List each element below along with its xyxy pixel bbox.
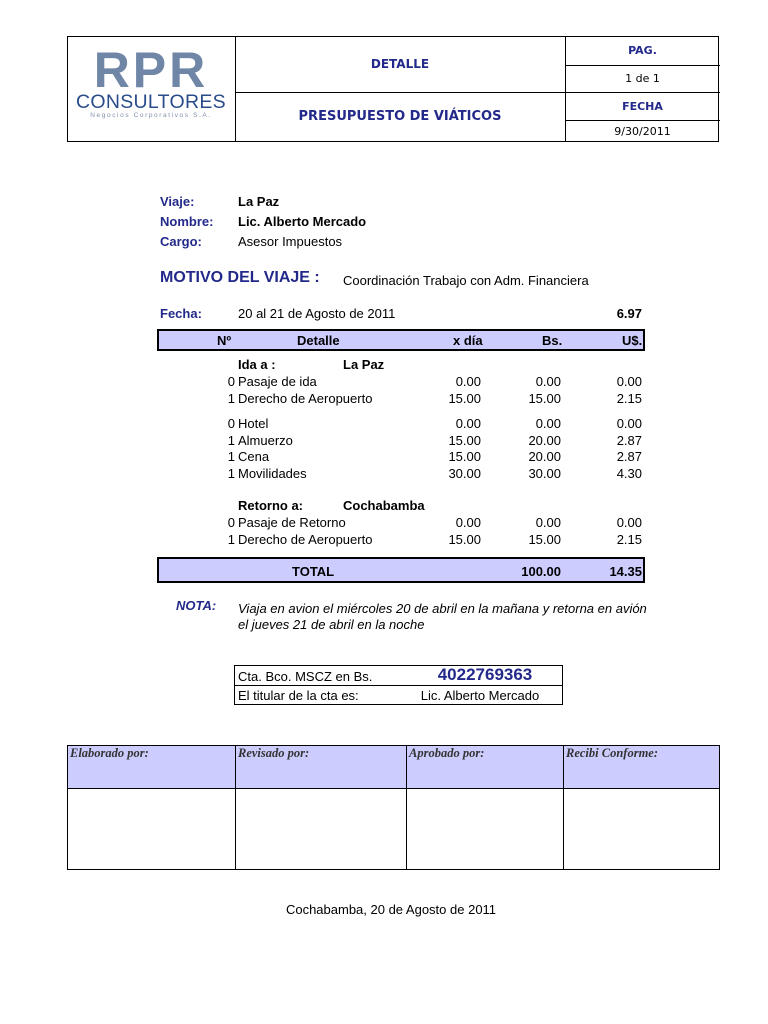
- date-label: FECHA: [622, 100, 663, 113]
- ida-label: Ida a :: [238, 357, 276, 372]
- ida-destination: La Paz: [343, 357, 385, 372]
- row-per-day: 15.00: [448, 432, 481, 448]
- row-description: Derecho de Aeropuerto: [238, 390, 373, 406]
- nombre-label: Nombre:: [160, 214, 214, 229]
- total-bs: 100.00: [521, 564, 561, 579]
- table-row: [0, 515, 768, 531]
- row-bs: 0.00: [535, 515, 561, 530]
- fecha-value: 20 al 21 de Agosto de 2011: [238, 306, 396, 321]
- row-quantity: 0: [227, 374, 235, 389]
- retorno-label: Retorno a:: [238, 498, 303, 513]
- row-bs: 15.00: [528, 531, 561, 547]
- bank-account-box: [234, 665, 563, 705]
- row-description: Pasaje de Retorno: [238, 515, 346, 530]
- row-bs: 15.00: [528, 390, 561, 406]
- retorno-destination: Cochabamba: [343, 498, 425, 513]
- fecha-label: Fecha:: [160, 306, 202, 321]
- viaje-label: Viaje:: [160, 194, 195, 209]
- row-description: Almuerzo: [238, 432, 293, 448]
- table-row: [0, 433, 768, 449]
- signature-table: [67, 745, 720, 870]
- row-per-day: 15.00: [448, 531, 481, 547]
- col-us-header: U$.: [622, 333, 643, 348]
- titular-value: Lic. Alberto Mercado: [420, 688, 540, 703]
- row-usd: 0.00: [616, 416, 642, 431]
- bank-account-number: 4022769363: [437, 665, 533, 684]
- col-xdia-header: x día: [453, 333, 483, 348]
- divider: [235, 37, 236, 141]
- titular-label: El titular de la cta es:: [238, 688, 359, 703]
- row-bs: 0.00: [535, 374, 561, 389]
- document-header: [67, 36, 719, 142]
- logo-tagline: Negocios Corporativos S.A.: [90, 112, 212, 119]
- row-bs: 0.00: [535, 416, 561, 431]
- bank-account-label: Cta. Bco. MSCZ en Bs.: [238, 669, 373, 684]
- nota-text: Viaja en avion el miércoles 20 de abril en la mañana y retorna en avión el jueves 21 de abril en la noche: [238, 601, 647, 632]
- row-quantity: 1: [227, 390, 235, 406]
- table-row: [0, 532, 768, 548]
- motivo-value: Coordinación Trabajo con Adm. Financiera: [343, 273, 589, 288]
- table-row: [0, 374, 768, 390]
- row-quantity: 1: [227, 432, 235, 448]
- row-quantity: 1: [227, 531, 235, 547]
- date-value: 9/30/2011: [614, 125, 671, 138]
- row-description: Cena: [238, 449, 270, 465]
- divider: [235, 92, 720, 93]
- divider: [565, 120, 720, 121]
- row-per-day: 30.00: [448, 465, 481, 481]
- row-per-day: 0.00: [455, 374, 481, 389]
- row-per-day: 15.00: [448, 449, 481, 465]
- row-description: Derecho de Aeropuerto: [238, 531, 373, 547]
- table-row: [0, 449, 768, 465]
- page-value: 1 de 1: [625, 72, 660, 85]
- row-quantity: 0: [227, 416, 235, 431]
- row-usd: 2.87: [616, 449, 642, 465]
- row-bs: 20.00: [528, 432, 561, 448]
- divider: [565, 65, 720, 66]
- total-label: TOTAL: [292, 564, 335, 579]
- row-quantity: 1: [227, 449, 235, 465]
- nombre-value: Lic. Alberto Mercado: [238, 214, 367, 229]
- total-row: [157, 557, 645, 583]
- motivo-label: MOTIVO DEL VIAJE :: [160, 269, 320, 286]
- exchange-rate: 6.97: [616, 306, 642, 321]
- logo-sub-text: CONSULTORES: [76, 91, 226, 113]
- row-usd: 2.87: [616, 432, 642, 448]
- section-retorno: [0, 498, 768, 514]
- divider: [235, 685, 562, 686]
- row-bs: 30.00: [528, 465, 561, 481]
- logo-main-text: RPR: [93, 42, 209, 98]
- divider: [406, 746, 407, 869]
- col-detalle-header: Detalle: [297, 333, 340, 348]
- row-quantity: 1: [227, 465, 235, 481]
- divider: [563, 746, 564, 869]
- total-us: 14.35: [609, 564, 642, 579]
- row-bs: 20.00: [528, 449, 561, 465]
- table-header: [157, 329, 645, 351]
- table-row: [0, 466, 768, 482]
- row-description: Movilidades: [238, 465, 307, 481]
- row-usd: 0.00: [616, 515, 642, 530]
- row-per-day: 0.00: [455, 416, 481, 431]
- viaje-value: La Paz: [238, 194, 280, 209]
- cargo-value: Asesor Impuestos: [238, 234, 343, 249]
- elaborado-label: Elaborado por:: [70, 746, 149, 760]
- recibi-label: Recibi Conforme:: [566, 746, 659, 760]
- footer-place-date: Cochabamba, 20 de Agosto de 2011: [285, 902, 497, 917]
- row-usd: 4.30: [616, 465, 642, 481]
- row-description: Hotel: [238, 416, 269, 431]
- table-row: [0, 416, 768, 432]
- col-bs-header: Bs.: [542, 333, 563, 348]
- nota-label: NOTA:: [176, 598, 217, 613]
- detalle-label: DETALLE: [370, 57, 430, 71]
- row-per-day: 15.00: [448, 390, 481, 406]
- row-quantity: 0: [227, 515, 235, 530]
- row-usd: 2.15: [616, 531, 642, 547]
- page-label: PAG.: [628, 44, 657, 57]
- row-usd: 0.00: [616, 374, 642, 389]
- table-row: [0, 391, 768, 407]
- section-ida: [0, 357, 768, 373]
- row-description: Pasaje de ida: [238, 374, 317, 389]
- row-usd: 2.15: [616, 390, 642, 406]
- aprobado-label: Aprobado por:: [409, 746, 485, 760]
- revisado-label: Revisado por:: [238, 746, 310, 760]
- document-title: PRESUPUESTO DE VIÁTICOS: [298, 109, 502, 124]
- col-num-header: Nº: [217, 333, 232, 348]
- cargo-label: Cargo:: [160, 234, 202, 249]
- row-per-day: 0.00: [455, 515, 481, 530]
- divider: [235, 746, 236, 869]
